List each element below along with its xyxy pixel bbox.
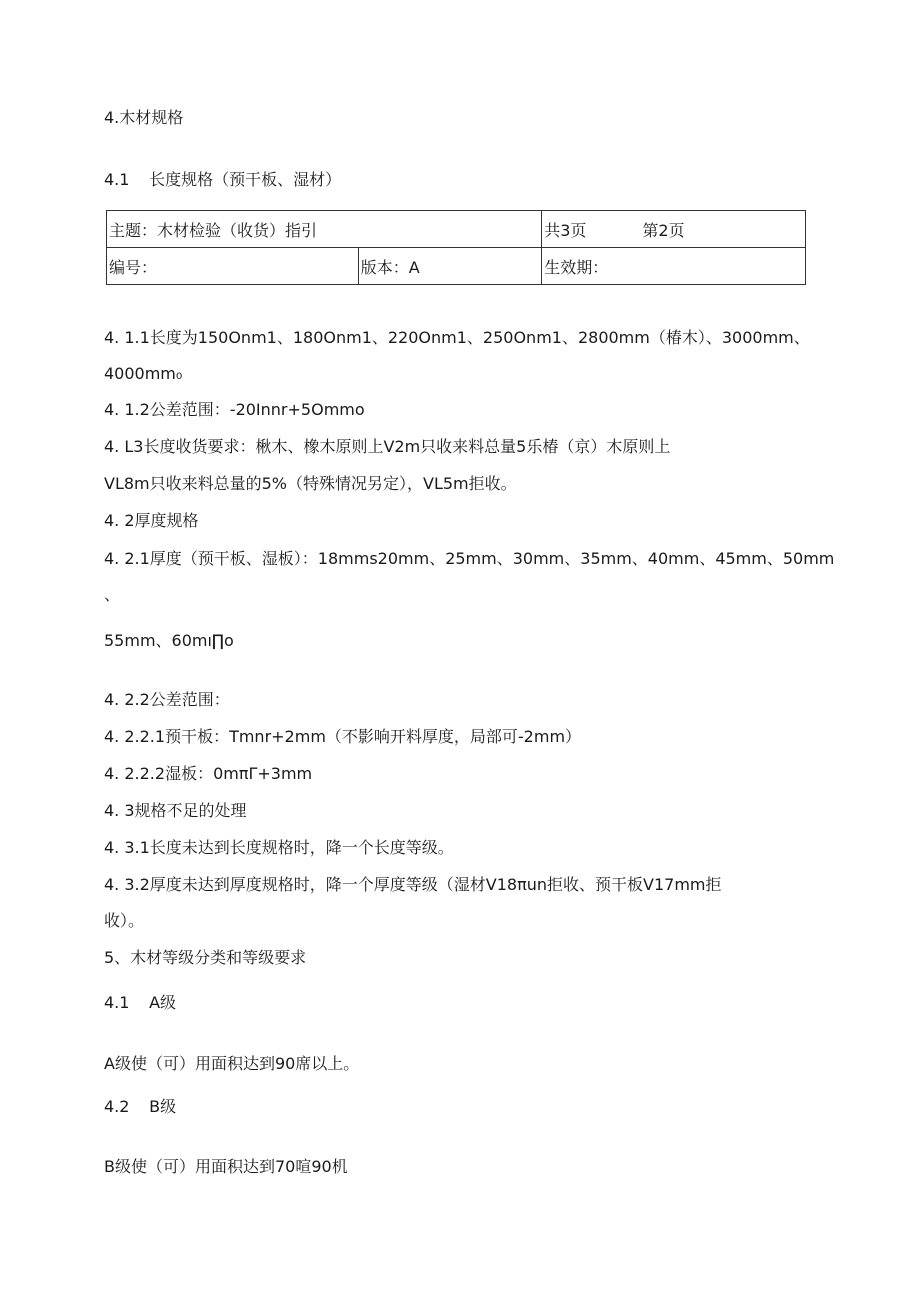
grade-b-number: 4.2 [104,1097,130,1116]
grade-b-heading [104,1097,176,1117]
text-line: 4. 1.2公差范围：-20Innr+5Ommo [104,400,365,419]
grade-b-text: B级使（可）用面积达到70喧90机 [104,1157,348,1176]
text-line: 4. 2.2公差范围： [104,690,230,709]
text-line: 4. 2.2.2湿板：0mπΓ+3mm [104,764,313,783]
text-line: 4. 1.1长度为150Onm1、180Onm1、220Onm1、250Onm1、2800mm（椿木）、3000mm、 [104,328,810,347]
number-cell: 编号： [107,248,359,285]
text-line: 4. 2.1厚度（预干板、湿板）：18mms20mm、25mm、30mm、35mm、40mm、45mm、50mm [104,549,835,568]
text-line: 4. 2厚度规格 [104,511,199,530]
total-pages: 共3页 [544,220,587,240]
subsection-4-1 [104,170,341,190]
text-line: 4. 2.2.1预干板：Tmnr+2mm（不影响开料厚度，局部可-2mm） [104,727,582,746]
text-line: 4. L3长度收货要求：楸木、橡木原则上V2m只收来料总量5乐椿（京）木原则上 [104,437,671,456]
effective-date-cell: 生效期： [542,248,806,285]
text-line: 收）。 [104,911,145,930]
document-header-table [106,210,806,285]
header-row-2 [107,248,806,285]
grade-a-heading [104,993,176,1013]
page-info-cell [542,211,806,248]
version-cell: 版本：A [358,248,542,285]
text-line: 55mm、60mı∏o [104,631,234,650]
text-line: 4. 3.1长度未达到长度规格时，降一个长度等级。 [104,838,454,857]
text-line: 4000mm₀ [104,364,183,383]
subsection-title: 长度规格（预干板、湿材） [149,170,342,189]
grade-b-label: B级 [149,1097,177,1116]
text-line: VL8m只收来料总量的5%（特殊情况另定），VL5m拒收。 [104,474,517,493]
subject-cell: 主题：木材检验（收货）指引 [107,211,542,248]
page-number: 第2页 [642,220,685,240]
grade-a-label: A级 [149,993,177,1012]
subsection-number: 4.1 [104,170,130,189]
section-heading-5: 5、木材等级分类和等级要求 [104,948,307,967]
text-line: 4. 3规格不足的处理 [104,801,247,820]
section-heading-4: 4.木材规格 [104,108,184,127]
grade-a-number: 4.1 [104,993,130,1012]
header-row-1 [107,211,806,248]
grade-a-text: A级使（可）用面积达到90席以上。 [104,1054,360,1073]
text-line: 、 [104,585,121,604]
text-line: 4. 3.2厚度未达到厚度规格时，降一个厚度等级（湿材V18πun拒收、预干板V17mm拒 [104,875,722,894]
